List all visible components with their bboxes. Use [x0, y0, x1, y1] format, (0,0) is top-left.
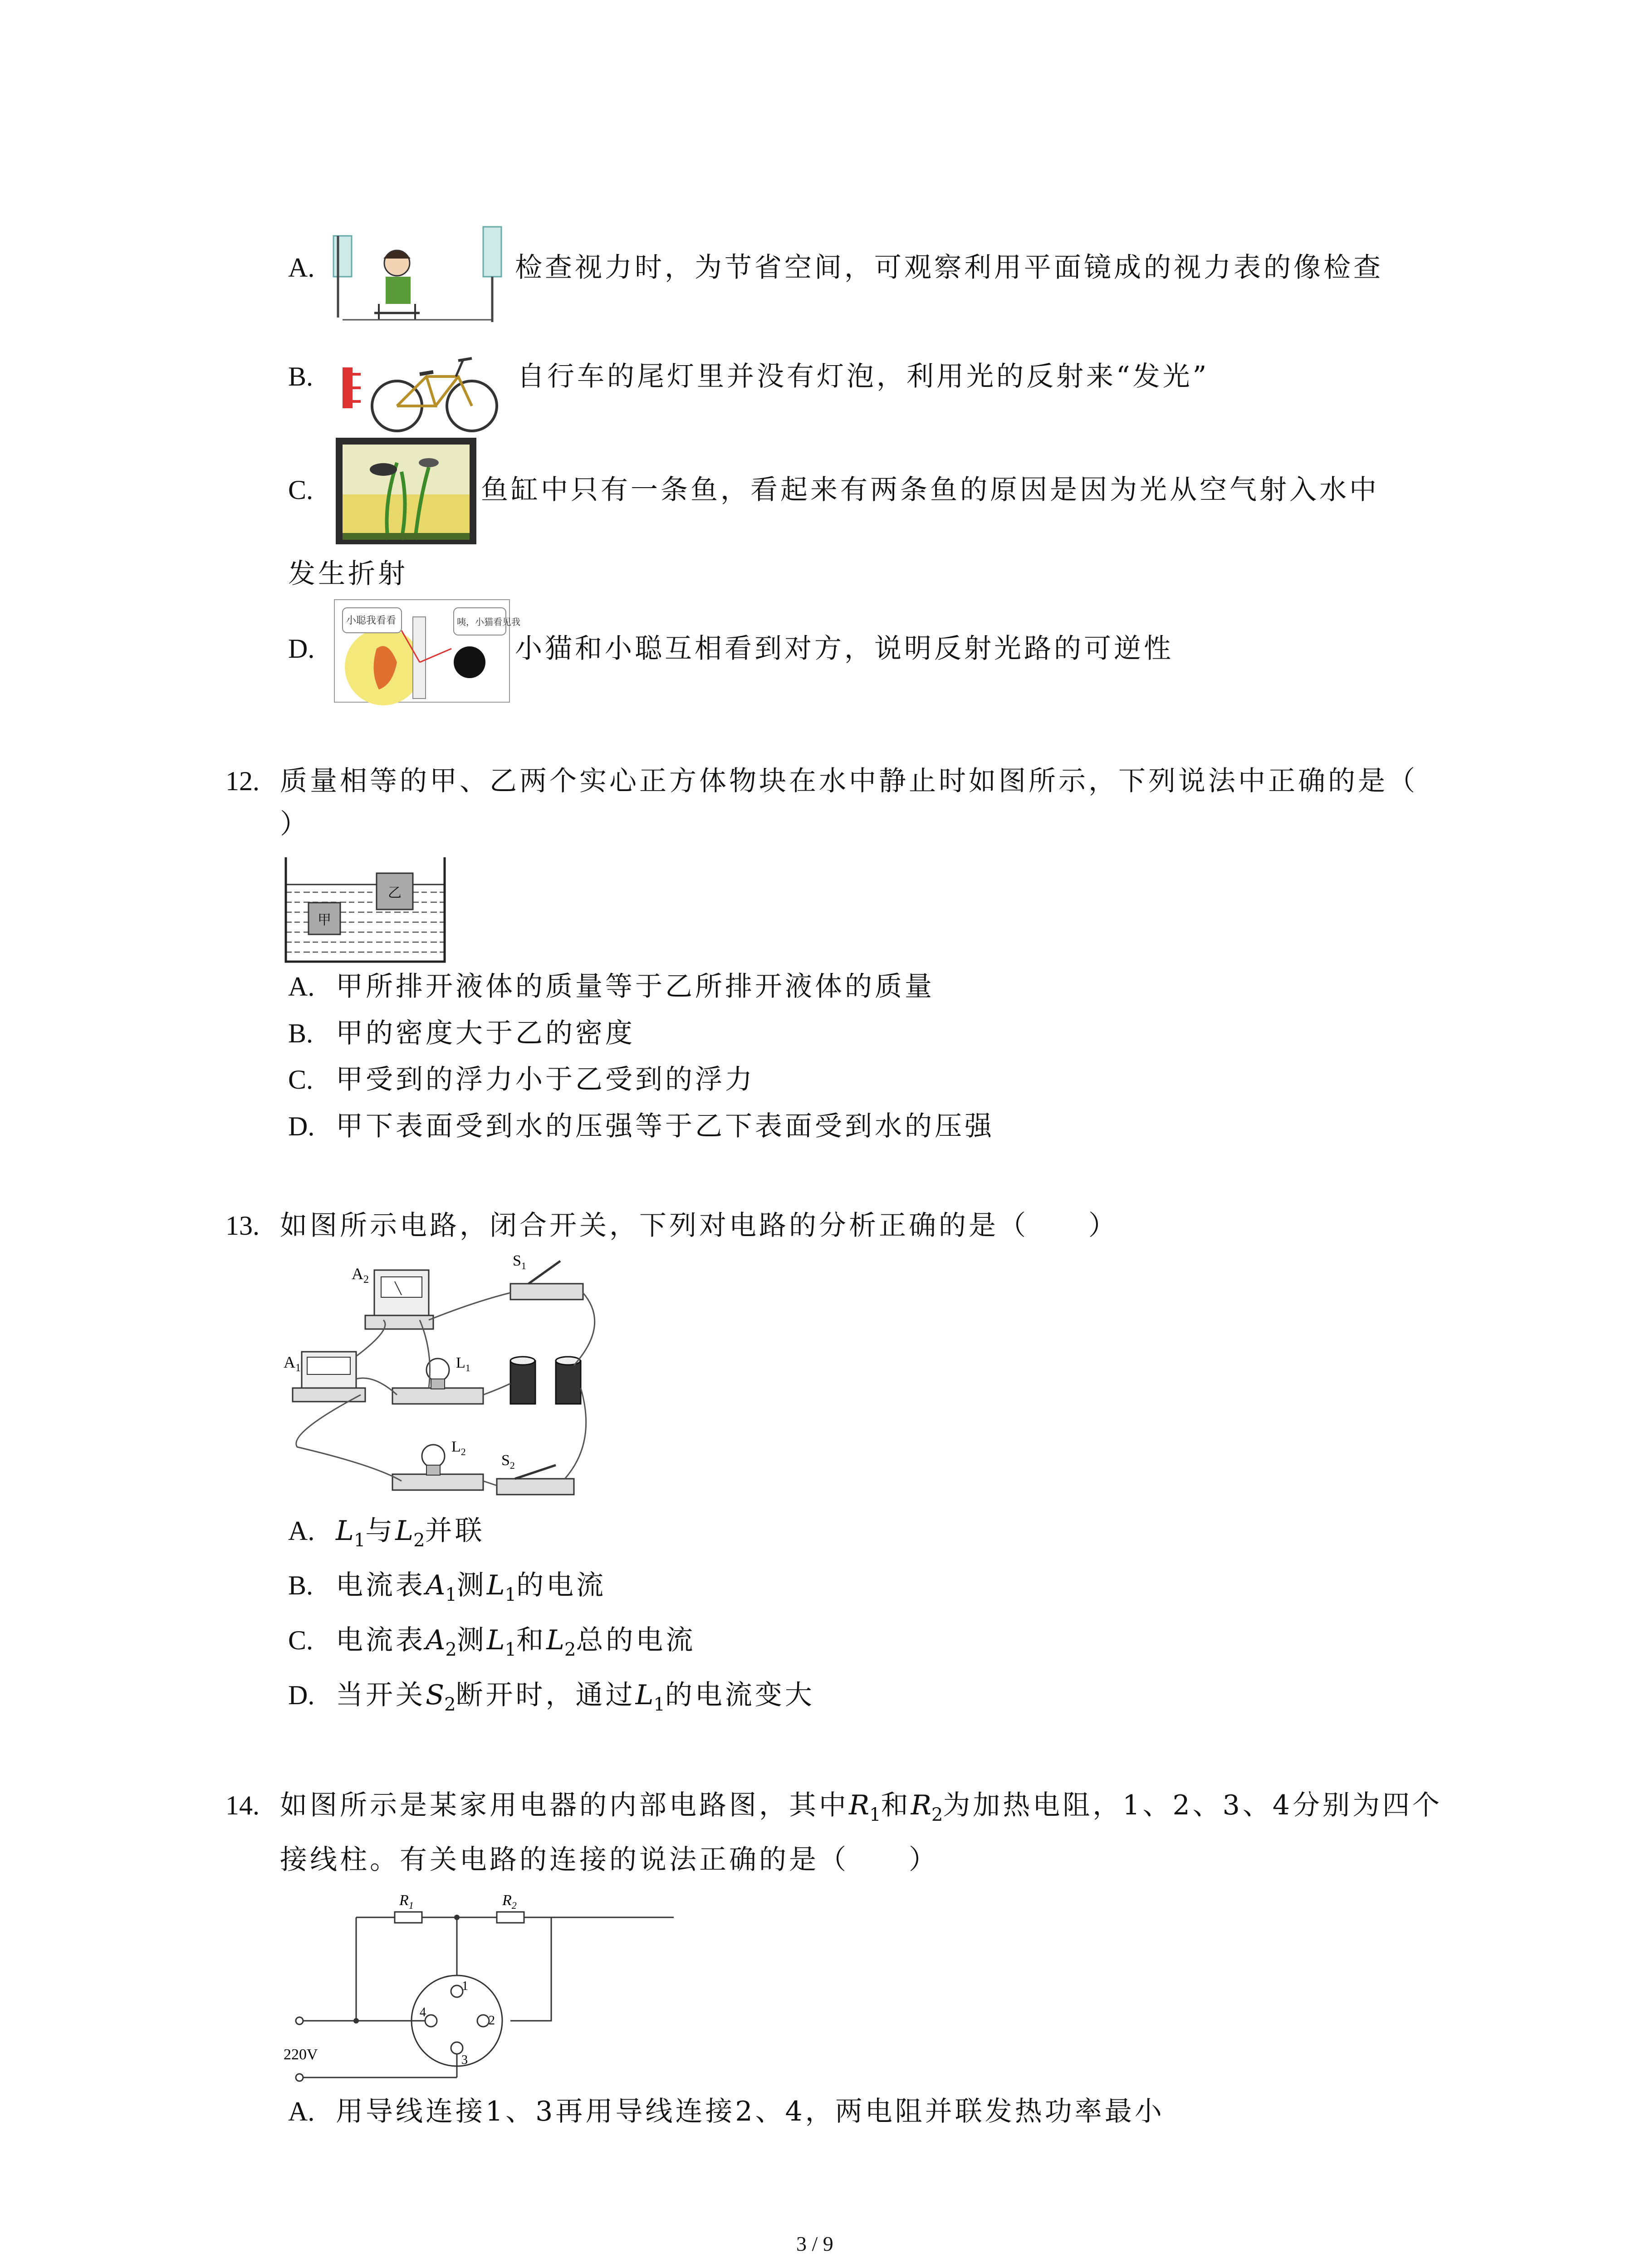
option-a-label: A. — [288, 253, 315, 283]
question-14-stem-cont: 接线柱。有关电路的连接的说法正确的是（ ） — [280, 1844, 939, 1876]
question-13-stem: 如图所示电路，闭合开关，下列对电路的分析正确的是（ ） — [280, 1210, 1118, 1242]
option-c-text-cont: 发生折射 — [288, 558, 408, 590]
q13-option-b-label: B. — [288, 1570, 314, 1600]
option-d-label: D. — [288, 634, 315, 664]
q13-option-c-text: 电流表$A_2$测$L_1$和$L_2$总的电流 — [336, 1624, 696, 1660]
option-b-text: 自行车的尾灯里并没有灯泡，利用光的反射来“发光” — [517, 361, 1210, 392]
q13-option-d-label: D. — [288, 1680, 315, 1710]
q12-option-b-text: 甲的密度大于乙的密度 — [336, 1017, 635, 1049]
q13-option-c-label: C. — [288, 1625, 314, 1655]
question-12-stem: 质量相等的甲、乙两个实心正方体物块在水中静止时如图所示，下列说法中正确的是（ — [280, 765, 1418, 797]
right-speech-bubble: 咦，小猫看见我 — [457, 617, 520, 627]
eye-test-image — [329, 222, 510, 327]
switch-s2-label: $S_2$ — [501, 1452, 515, 1471]
q14-option-a-label: A. — [288, 2097, 315, 2126]
floating-blocks-diagram — [284, 857, 447, 964]
q12-option-a-label: A. — [288, 972, 315, 1002]
q13-option-a-text: $L_1$与$L_2$并联 — [336, 1515, 485, 1551]
terminal-3-label: 3 — [461, 2053, 468, 2067]
bicycle-image — [336, 349, 513, 435]
switch-s1-label: $S_1$ — [513, 1252, 526, 1271]
question-13-number: 13. — [225, 1211, 260, 1241]
option-c-text: 鱼缸中只有一条鱼，看起来有两条鱼的原因是因为光从空气射入水中 — [481, 474, 1379, 506]
option-a-text: 检查视力时，为节省空间，可观察利用平面镜成的视力表的像检查 — [515, 252, 1383, 284]
page-number: 3 / 9 — [796, 2232, 833, 2255]
cat-and-boy-image — [333, 599, 520, 703]
q12-option-d-label: D. — [288, 1111, 315, 1141]
circuit-photo-diagram — [284, 1252, 619, 1506]
q12-option-c-label: C. — [288, 1065, 314, 1095]
question-12-stem-cont: ） — [280, 808, 310, 840]
q12-option-a-text: 甲所排开液体的质量等于乙所排开液体的质量 — [336, 971, 935, 1002]
terminal-4-label: 4 — [420, 2005, 426, 2019]
left-speech-bubble: 小聪我看看 — [346, 615, 397, 626]
question-12-number: 12. — [225, 766, 260, 796]
ammeter-a2-label: $A_2$ — [352, 1265, 369, 1286]
option-d-text: 小猫和小聪互相看到对方，说明反射光路的可逆性 — [515, 633, 1174, 665]
option-b-label: B. — [288, 362, 314, 391]
q14-option-a-text: 用导线连接1、3再用导线连接2、4，两电阻并联发热功率最小 — [336, 2096, 1165, 2127]
block-b-label: 乙 — [388, 885, 402, 900]
q13-option-d-text: 当开关$S_2$断开时，通过$L_1$的电流变大 — [336, 1679, 815, 1715]
fish-tank-image — [333, 435, 479, 547]
block-a-label: 甲 — [318, 913, 331, 928]
lamp-l2-label: $L_2$ — [451, 1438, 466, 1457]
resistor-r1-label: $R_1$ — [399, 1892, 414, 1911]
terminal-2-label: 2 — [489, 2014, 495, 2028]
heater-circuit-diagram — [284, 1885, 574, 2080]
q12-option-b-label: B. — [288, 1018, 314, 1048]
lamp-l1-label: $L_1$ — [456, 1354, 470, 1374]
q13-option-b-text: 电流表$A_1$测$L_1$的电流 — [336, 1569, 607, 1605]
resistor-r2-label: $R_2$ — [502, 1892, 517, 1911]
option-c-label: C. — [288, 475, 314, 505]
q12-option-c-text: 甲受到的浮力小于乙受到的浮力 — [336, 1064, 755, 1095]
q13-option-a-label: A. — [288, 1516, 315, 1546]
ammeter-a1-label: $A_1$ — [284, 1353, 301, 1374]
voltage-label: 220V — [284, 2046, 318, 2063]
q12-option-d-text: 甲下表面受到水的压强等于乙下表面受到水的压强 — [336, 1110, 994, 1142]
terminal-1-label: 1 — [462, 1979, 468, 1993]
question-14-stem: 如图所示是某家用电器的内部电路图，其中$R_1$和$R_2$为加热电阻，1、2、3、4分别为四个 — [280, 1789, 1442, 1825]
question-14-number: 14. — [225, 1790, 260, 1820]
